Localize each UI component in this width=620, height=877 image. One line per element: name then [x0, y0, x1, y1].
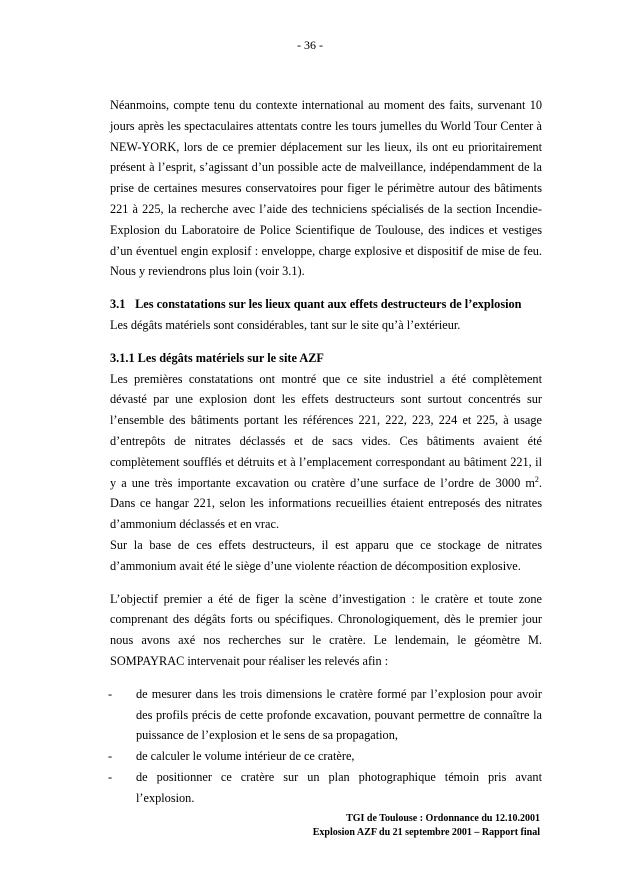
- list-item-text: de mesurer dans les trois dimensions le cratère formé par l’explosion pour avoir des profils précis de cette profonde excavation, pouvant permettre de connaître la puissance de l’explosion et le sens de sa propagation,: [136, 686, 542, 743]
- findings-paragraph-2: Sur la base de ces effets destructeurs, il est apparu que ce stockage de nitrates d’ammonium avait été le siège d’une violente réaction de décomposition explosive.: [110, 537, 542, 573]
- bullet-list: [110, 684, 542, 809]
- list-item-text: de calculer le volume intérieur de ce cratère,: [136, 749, 355, 764]
- bullet-dash: -: [108, 749, 113, 764]
- document-body: [110, 95, 542, 809]
- subsection-number: 3.1.1: [110, 350, 135, 365]
- objective-paragraph: L’objectif premier a été de figer la scène d’investigation : le cratère et toute zone comprenant des dégâts forts ou spécifiques. Chronologiquement, dès le premier jour nous avons axé nos recherches sur le cratère. Le lendemain, le géomètre M. SOMPAYRAC intervenait pour réaliser les relevés afin :: [110, 591, 542, 668]
- intro-paragraph: Néanmoins, compte tenu du contexte international au moment des faits, survenant 10 jours après les spectaculaires attentats contre les tours jumelles du World Tour Center à NEW-YORK, lors de ce premier déplacement sur les lieux, ils ont eu prioritairement présent à l’esprit, s’agissant d’un possible acte de malveillance, indépendamment de la prise de certaines mesures conservatoires pour figer le périmètre autour des bâtiments 221 à 225, la recherche avec l’aide des techniciens spécialisés de la section Incendie-Explosion du Laboratoire de Police Scientifique de Toulouse, des indices et vestiges d’un éventuel engin explosif : enveloppe, charge explosive et dispositif de mise de feu. Nous y reviendrons plus loin (voir 3.1).: [110, 98, 542, 279]
- damage-summary-paragraph: Les dégâts matériels sont considérables, tant sur le site qu’à l’extérieur.: [110, 317, 461, 332]
- bullet-dash: -: [108, 686, 113, 701]
- page-number: - 36 -: [297, 38, 323, 52]
- list-item: [110, 746, 542, 767]
- page-footer: [313, 812, 540, 840]
- findings-paragraph: [110, 369, 542, 535]
- superscript: 2: [534, 474, 539, 484]
- section-heading-3-1: [110, 294, 542, 315]
- footer-line-1: TGI de Toulouse : Ordonnance du 12.10.2001: [346, 813, 540, 824]
- footer-line-2: Explosion AZF du 21 septembre 2001 – Rapport final: [312, 827, 540, 838]
- findings-text-part2: . Dans ce hangar 221, selon les informations recueillies étaient entreposés des nitrates d’ammonium déclassés et en vrac.: [110, 475, 542, 532]
- bullet-dash: -: [108, 769, 113, 784]
- section-title: Les constatations sur les lieux quant aux effets destructeurs de l’explosion: [135, 297, 522, 312]
- list-item: [110, 684, 542, 746]
- section-heading-3-1-1: [110, 348, 542, 369]
- list-item-text: de positionner ce cratère sur un plan photographique témoin pris avant l’explosion.: [136, 769, 542, 805]
- list-item: [110, 767, 542, 809]
- section-number: 3.1: [110, 297, 126, 312]
- subsection-title: Les dégâts matériels sur le site AZF: [137, 350, 324, 365]
- findings-text-part1: Les premières constatations ont montré que ce site industriel a été complètement dévasté par une explosion dont les effets destructeurs sont surtout concentrés sur l’ensemble des bâtiments portant les références 221, 222, 223, 224 et 225, à usage d’entrepôts de nitrates déclassés et de sacs vides. Ces bâtiments avaient été complètement soufflés et détruits et à l’emplacement correspondant au bâtiment 221, il y a une très importante excavation ou cratère d’une surface de l’ordre de 3000 m: [110, 371, 542, 490]
